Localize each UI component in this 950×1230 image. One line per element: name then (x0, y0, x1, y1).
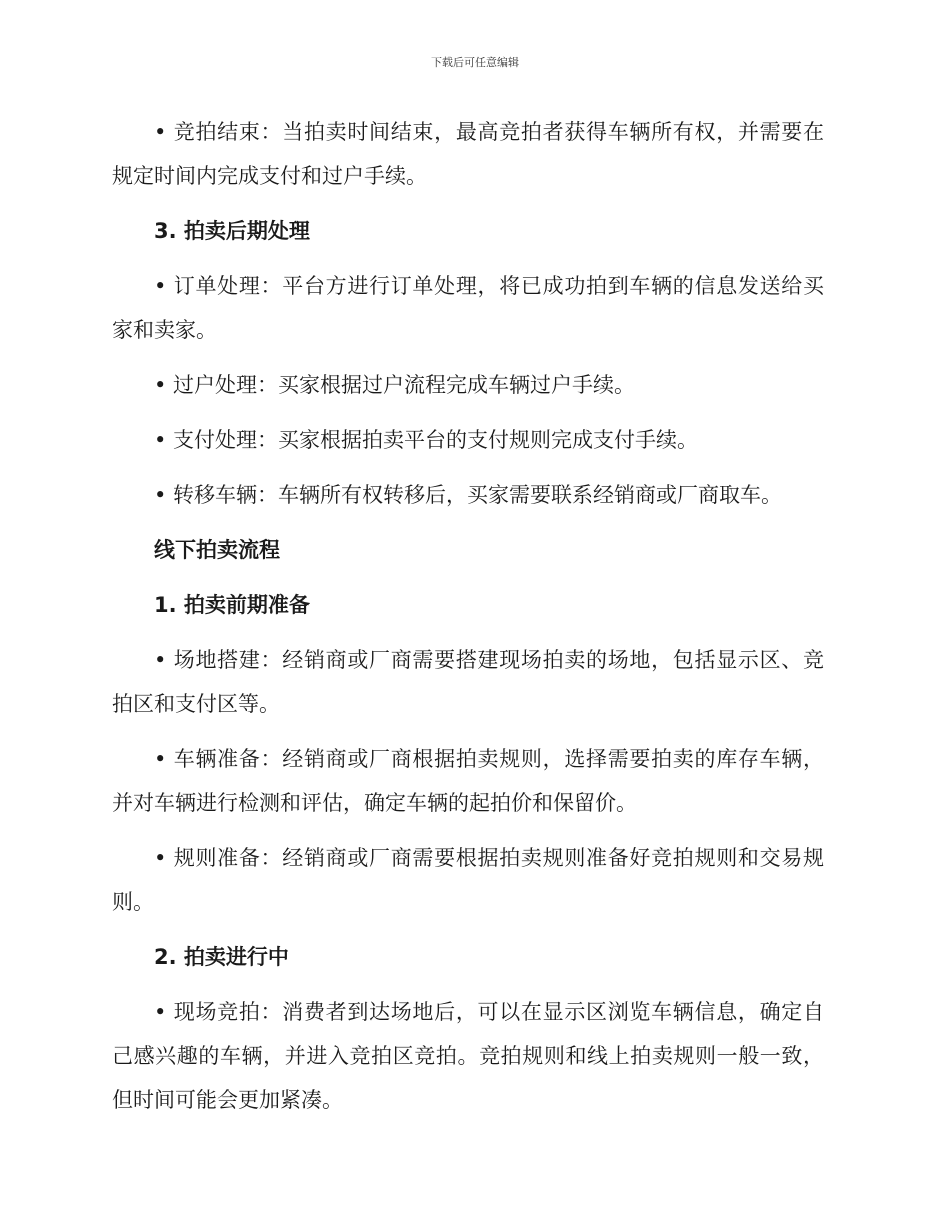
page-header: 下载后可任意编辑 (431, 56, 519, 69)
paragraph-vehicle-transfer: • 转移车辆：车辆所有权转移后，买家需要联系经销商或厂商取车。 (154, 483, 783, 507)
heading-pre-auction-prep: 1. 拍卖前期准备 (154, 593, 310, 617)
paragraph-transfer-processing: • 过户处理：买家根据过户流程完成车辆过户手续。 (154, 373, 636, 397)
heading-auction-in-progress: 2. 拍卖进行中 (154, 945, 289, 969)
paragraph-order-processing: • 订单处理：平台方进行订单处理，将已成功拍到车辆的信息发送给买家和卖家。 (112, 274, 824, 342)
document-body (112, 110, 824, 1133)
heading-offline-auction: 线下拍卖流程 (154, 538, 280, 562)
paragraph-rules-prep: • 规则准备：经销商或厂商需要根据拍卖规则准备好竞拍规则和交易规则。 (112, 846, 824, 914)
paragraph-payment-processing: • 支付处理：买家根据拍卖平台的支付规则完成支付手续。 (154, 428, 699, 452)
paragraph-auction-end: • 竞拍结束：当拍卖时间结束，最高竞拍者获得车辆所有权，并需要在规定时间内完成支付和过户手续。 (112, 120, 824, 188)
heading-post-auction: 3. 拍卖后期处理 (154, 219, 310, 243)
paragraph-venue-setup: • 场地搭建：经销商或厂商需要搭建现场拍卖的场地，包括显示区、竞拍区和支付区等。 (112, 648, 824, 716)
paragraph-vehicle-prep: • 车辆准备：经销商或厂商根据拍卖规则，选择需要拍卖的库存车辆，并对车辆进行检测和评估，确定车辆的起拍价和保留价。 (112, 747, 824, 815)
paragraph-onsite-bidding: • 现场竞拍：消费者到达场地后，可以在显示区浏览车辆信息，确定自己感兴趣的车辆，并进入竞拍区竞拍。竞拍规则和线上拍卖规则一般一致，但时间可能会更加紧凑。 (112, 1000, 824, 1112)
